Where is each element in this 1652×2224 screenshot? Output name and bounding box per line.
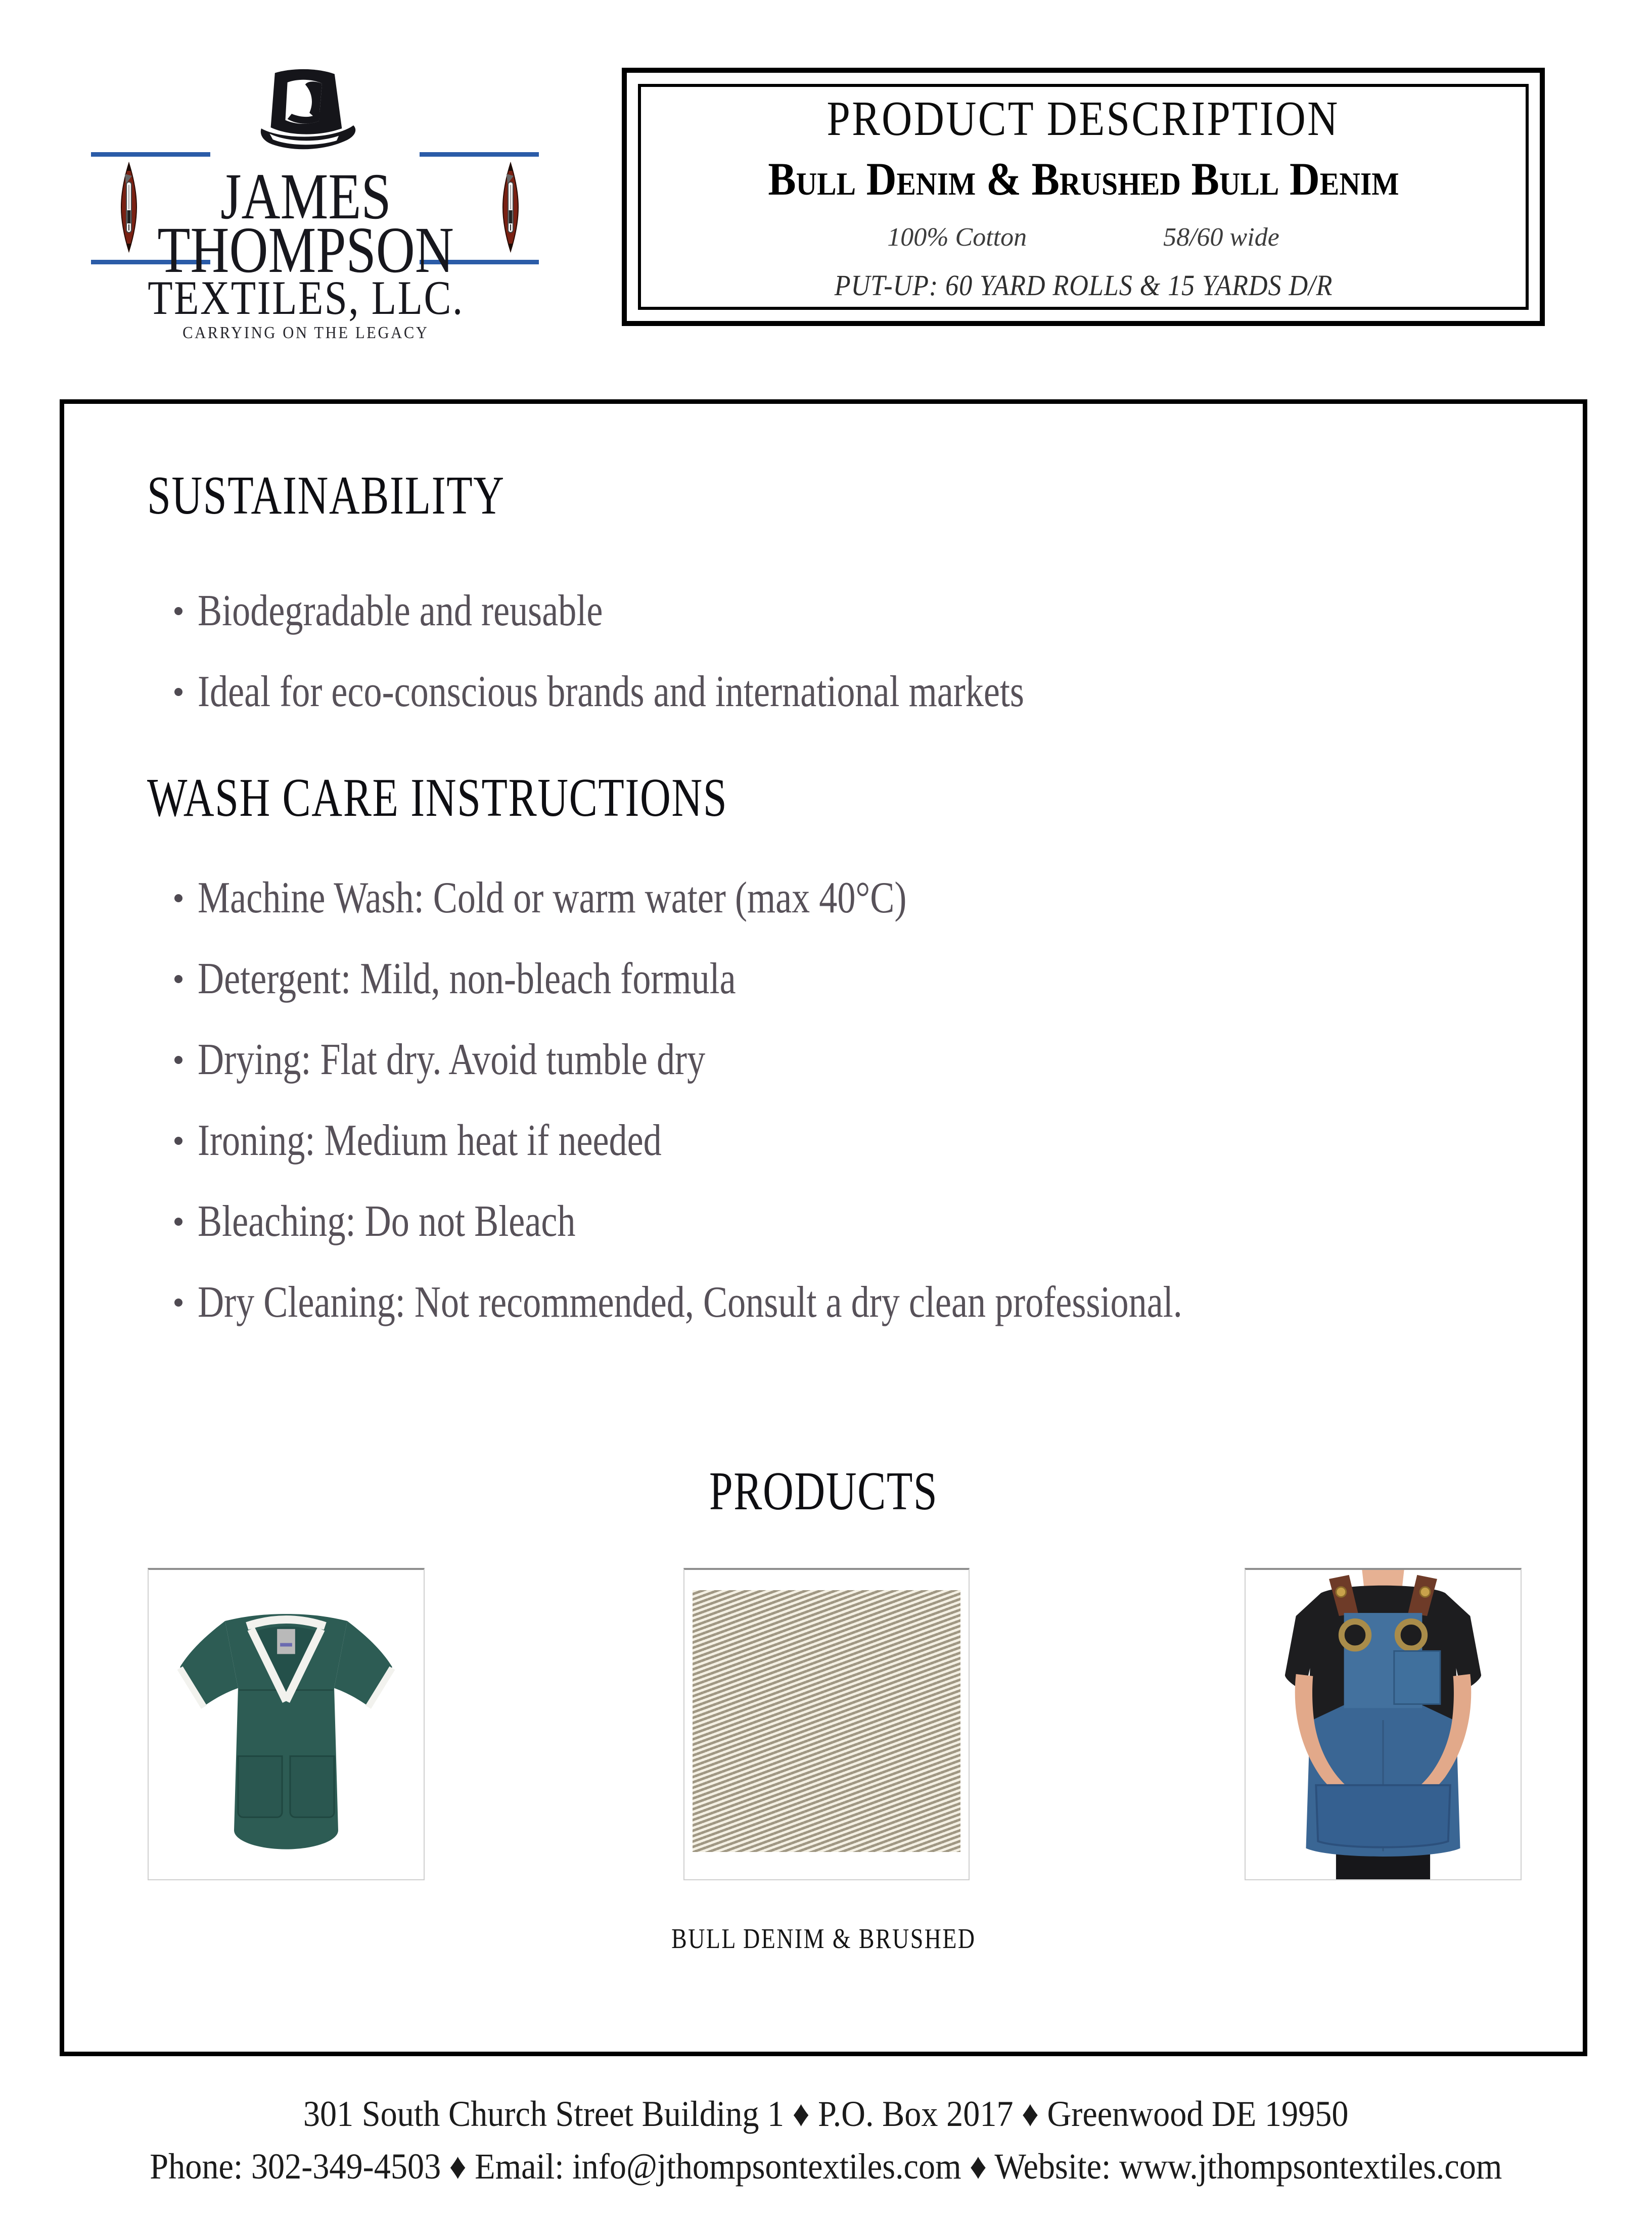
- bullet-dot-icon: [174, 1218, 182, 1226]
- list-item: Ideal for eco-conscious brands and international markets: [64, 670, 1583, 714]
- put-up-spec: PUT-UP: 60 YARD ROLLS & 15 YARDS D/R: [834, 268, 1333, 302]
- bullet-dot-icon: [174, 1137, 182, 1145]
- top-hat-icon: [254, 67, 360, 156]
- twill-fabric-texture: [693, 1590, 960, 1852]
- footer-contact: Phone: 302-349-4503 ♦ Email: info@jthompsontextiles.com ♦ Website: www.jthompsontextiles.com: [150, 2146, 1502, 2187]
- products-caption: BULL DENIM & BRUSHED: [671, 1923, 976, 1955]
- bullet-dot-icon: [174, 894, 182, 902]
- brand-name-line3: TEXTILES, LLC.: [148, 271, 464, 325]
- product-image-fabric-swatch: [683, 1568, 970, 1880]
- bullet-dot-icon: [174, 607, 182, 615]
- bullet-dot-icon: [174, 688, 182, 696]
- product-specs: [887, 224, 1279, 251]
- bullet-dot-icon: [174, 1299, 182, 1307]
- wash-care-heading: WASH CARE INSTRUCTIONS: [147, 768, 728, 828]
- product-image-green-scrub-top: [148, 1568, 425, 1880]
- logo-blue-bar: [91, 152, 210, 157]
- wash-care-bullet-list: [64, 873, 1583, 1327]
- product-image-denim-apron: [1245, 1568, 1522, 1880]
- list-item: Ironing: Medium heat if needed: [64, 1119, 1583, 1163]
- logo-blue-bar: [420, 152, 539, 157]
- list-item: Machine Wash: Cold or warm water (max 40°C): [64, 876, 1583, 920]
- product-name: Bull Denim & Brushed Bull Denim: [767, 153, 1399, 205]
- bullet-dot-icon: [174, 975, 182, 983]
- product-description-inner-border: [638, 84, 1529, 310]
- brand-name-line1: JAMES: [220, 160, 391, 233]
- bullet-dot-icon: [174, 1056, 182, 1064]
- product-description-box: [622, 68, 1545, 326]
- product-description-title: PRODUCT DESCRIPTION: [827, 91, 1340, 146]
- product-images-row: [64, 1568, 1583, 1881]
- list-item: Dry Cleaning: Not recommended, Consult a dry clean professional.: [64, 1280, 1583, 1325]
- products-heading: PRODUCTS: [709, 1461, 938, 1521]
- brand-tagline: CARRYING ON THE LEGACY: [182, 323, 429, 342]
- list-item: Bleaching: Do not Bleach: [64, 1199, 1583, 1244]
- footer: [0, 2096, 1652, 2185]
- footer-address: 301 South Church Street Building 1 ♦ P.O. Box 2017 ♦ Greenwood DE 19950: [303, 2094, 1349, 2134]
- spec-cotton: 100% Cotton: [887, 222, 1027, 252]
- list-item: Detergent: Mild, non-bleach formula: [64, 957, 1583, 1001]
- spec-width: 58/60 wide: [1163, 222, 1279, 252]
- company-logo: [33, 45, 579, 349]
- sustainability-bullet-list: [64, 586, 1583, 716]
- list-item: Drying: Flat dry. Avoid tumble dry: [64, 1038, 1583, 1082]
- main-content-box: [60, 399, 1587, 2056]
- list-item: Biodegradable and reusable: [64, 589, 1583, 633]
- brand-name-line2: THOMPSON: [157, 214, 454, 287]
- sustainability-heading: SUSTAINABILITY: [147, 466, 505, 526]
